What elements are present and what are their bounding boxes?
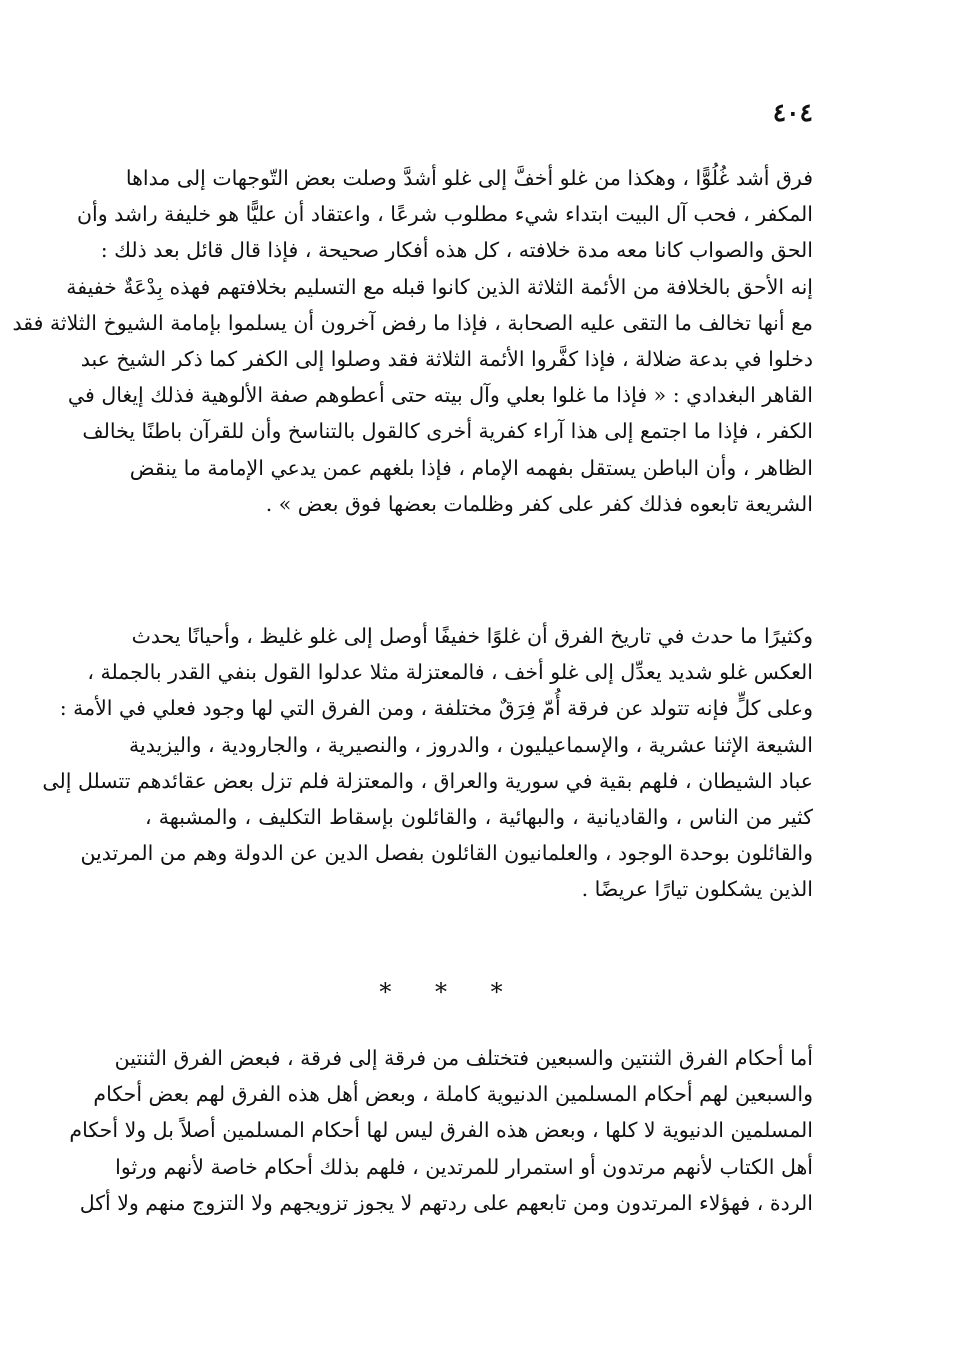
text-line: وكثيرًا ما حدث في تاريخ الفرق أن غلوًا خفيفًا أوصل إلى غلو غليظ ، وأحيانًا يحدث (131, 624, 813, 648)
text-line: المكفر ، فحب آل البيت ابتداء شيء مطلوب شرعًا ، واعتقاد أن عليًّا هو خليفة راشد وأن (76, 202, 813, 227)
text-line: الظاهر ، وأن الباطن يستقل بفهمه الإمام ، فإذا بلغهم عمن يدعي الإمامة ما ينقض (129, 455, 813, 480)
text-line: الكفر ، فإذا ما اجتمع إلى هذا آراء كفرية أخرى كالقول بالتناسخ وأن للقرآن باطنًا يخالف (82, 419, 813, 444)
text-line: المسلمين الدنيوية لا كلها ، وبعض هذه الفرق ليس لها أحكام المسلمين أصلاً بل ولا أحكام (69, 1118, 813, 1143)
paragraph-1 (12, 160, 813, 522)
text-line: دخلوا في بدعة ضلالة ، فإذا كفَّروا الأئمة الثلاثة فقد وصلوا إلى الكفر كما ذكر الشيخ عبد (80, 347, 813, 372)
text-line: إنه الأحق بالخلافة من الأئمة الثلاثة الذين كانوا قبله مع التسليم بخلافتهم فهذه بِدْعَةٌ خفيفة (66, 274, 813, 299)
text-line: والسبعين لهم أحكام المسلمين الدنيوية كاملة ، وبعض أهل هذه الفرق لهم بعض أحكام (93, 1082, 813, 1107)
paragraph-2 (42, 618, 813, 908)
text-line: عباد الشيطان ، فلهم بقية في سورية والعراق ، والمعتزلة فلم تزل بعض عقائدهم تتسلل إلى (42, 768, 813, 793)
text-line: وعلى كلٍّ فإنه تتولد عن فرقة أُمّ فِرَقٌ مختلفة ، ومن الفرق التي لها وجود فعلي في الأمة : (59, 696, 813, 721)
text-line: مع أنها تخالف ما التقى عليه الصحابة ، فإذا ما رفض آخرون أن يسلموا بإمامة الشيوخ الثلاثة فقد (12, 310, 813, 335)
paragraph-3 (69, 1040, 813, 1221)
text-line: القاهر البغدادي : « فإذا ما غلوا بعلي وآل بيته حتى أعطوهم صفة الألوهية فذلك إيغال في (67, 383, 813, 408)
text-line: أهل الكتاب لأنهم مرتدون أو استمرار للمرتدين ، فلهم بذلك أحكام خاصة لأنهم ورثوا (115, 1154, 813, 1179)
text-line: والقائلون بوحدة الوجود ، والعلمانيون القائلون بفصل الدين عن الدولة وهم من المرتدين (80, 841, 813, 866)
text-line: الشريعة تابعوه فذلك كفر على كفر وظلمات بعضها فوق بعض » . (265, 491, 813, 516)
text-line: كثير من الناس ، والقاديانية ، والبهائية ، والقائلون بإسقاط التكليف ، والمشبهة ، (145, 805, 813, 830)
text-line: الحق والصواب كانا معه مدة خلافته ، كل هذه أفكار صحيحة ، فإذا قال قائل بعد ذلك : (100, 238, 813, 263)
text-line: الشيعة الإثنا عشرية ، والإسماعيليون ، والدروز ، والنصيرية ، والجارودية ، واليزيدية (129, 732, 813, 757)
text-line: الذين يشكلون تيارًا عريضًا . (581, 877, 813, 902)
section-separator: * * * (379, 978, 521, 1006)
text-line: أما أحكام الفرق الثنتين والسبعين فتختلف من فرقة إلى فرقة ، فبعض الفرق الثنتين (114, 1046, 813, 1070)
text-line: فرق أشد غُلُوًّا ، وهكذا من غلو أخفَّ إلى غلو أشدَّ وصلت بعض التّوجهات إلى مداها (125, 166, 813, 190)
text-line: العكس غلو شديد يعدِّل إلى غلو أخف ، فالمعتزلة مثلا عدلوا القول بنفي القدر بالجملة ، (87, 660, 813, 685)
page-number: ٤٠٤ (772, 98, 813, 127)
text-line: الردة ، فهؤلاء المرتدون ومن تابعهم على ردتهم لا يجوز تزويجهم ولا التزوج منهم ولا أكل (79, 1190, 813, 1215)
